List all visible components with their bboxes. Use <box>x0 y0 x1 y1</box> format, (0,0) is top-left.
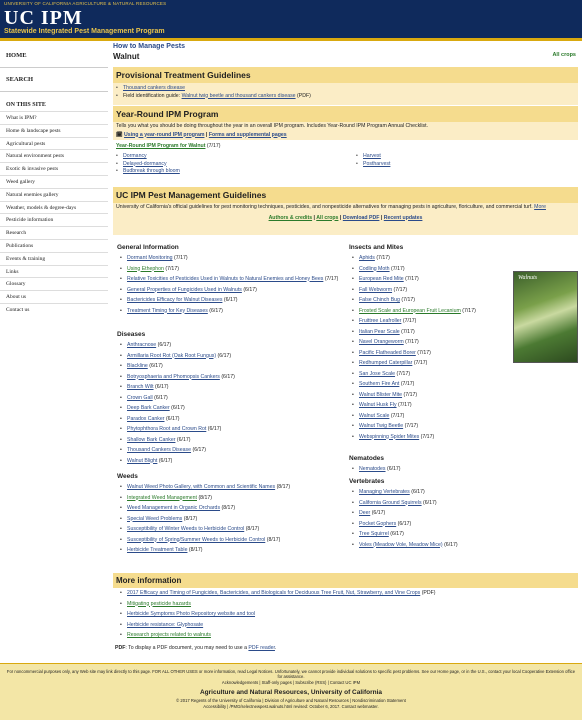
pest-link[interactable]: Treatment Timing for Key Diseases <box>127 307 208 314</box>
recent-updates-link[interactable]: Recent updates <box>383 214 423 221</box>
list-item <box>117 599 577 610</box>
yearround-title: Year-Round IPM Program <box>113 106 578 122</box>
pest-link[interactable]: Italian Pear Scale <box>359 328 400 335</box>
list-item <box>113 161 343 169</box>
revision-date: (6/17) <box>386 466 401 472</box>
list-item <box>117 274 345 285</box>
list-item <box>349 390 509 401</box>
revision-date: (6/17) <box>423 499 437 506</box>
uc-ipm-logo[interactable]: UC IPM <box>4 7 83 29</box>
revision-date: (6/17) <box>158 457 173 464</box>
revision-date: (8/17) <box>276 484 291 490</box>
revision-date: (7/17) <box>390 412 405 419</box>
pest-link[interactable]: Walnut Husk Fly <box>359 402 397 408</box>
list-item <box>117 588 577 599</box>
sidebar-item[interactable]: Links <box>0 265 108 278</box>
pest-link[interactable]: Botryosphaeria and Phomopsis Cankers <box>127 373 220 380</box>
pdf-note-end: . <box>274 645 277 651</box>
list-item <box>349 400 509 411</box>
weeds-section <box>117 473 345 556</box>
list-item <box>117 493 345 504</box>
pest-link[interactable]: Phytophthora Root and Crown Rot <box>127 426 207 432</box>
list-item <box>349 348 509 359</box>
list-item <box>349 274 509 285</box>
revision-date: (7/17) <box>405 339 419 345</box>
pest-link[interactable]: General Properties of Fungicides Used in Walnuts <box>127 286 242 293</box>
pest-link[interactable]: Deer <box>359 510 371 516</box>
revision-date: (8/17) <box>198 494 212 501</box>
pest-link[interactable]: Redhumped Caterpillar <box>359 360 413 366</box>
pest-link[interactable]: Herbicide Treatment Table <box>127 547 188 553</box>
list-item <box>349 285 509 296</box>
pest-link[interactable]: Pacific Flatheaded Borer <box>359 349 416 356</box>
sidebar <box>0 44 108 316</box>
general-info-section <box>117 244 345 316</box>
revision-date: (6/17) <box>397 520 412 527</box>
sidebar-item[interactable]: What is IPM? <box>0 111 108 124</box>
revision-date: (7/17) <box>376 255 390 261</box>
list-item <box>117 414 345 425</box>
list-item <box>117 456 345 467</box>
list-item <box>117 253 345 264</box>
weeds-title: Weeds <box>117 473 138 480</box>
list-item <box>349 316 509 327</box>
field-guide-link[interactable]: Walnut twig beetle and thousand cankers disease <box>181 92 296 99</box>
sidebar-section-title: ON THIS SITE <box>6 102 46 108</box>
list-item <box>113 93 578 101</box>
pest-link[interactable]: Walnut Twig Beetle <box>359 423 404 429</box>
using-yearround-link[interactable]: Using a year-round IPM program <box>124 131 205 138</box>
sidebar-item[interactable]: Pesticide information <box>0 213 108 226</box>
pdf-tag: (PDF) <box>297 92 311 99</box>
list-item <box>117 340 345 351</box>
list-item <box>349 540 577 551</box>
list-item <box>117 435 345 446</box>
pest-link[interactable]: Branch Wilt <box>127 384 154 390</box>
list-item <box>117 545 345 556</box>
more-info-section <box>117 588 577 641</box>
yearround-left-list <box>113 153 343 176</box>
nematodes-title: Nematodes <box>349 455 385 462</box>
list-item <box>349 519 577 530</box>
list-item <box>113 168 343 176</box>
pest-link[interactable]: False Chinch Bug <box>359 297 400 303</box>
list-item <box>349 529 577 540</box>
sidebar-item[interactable]: Home & landscape pests <box>0 124 108 137</box>
pest-link[interactable]: Walnut Blister Mite <box>359 391 403 398</box>
revision-date: (7/17) <box>417 349 431 356</box>
pest-link[interactable]: Voles (Meadow Vole, Meadow Mice) <box>359 541 443 548</box>
list-item <box>113 153 343 161</box>
revision-date: (8/17) <box>183 515 198 522</box>
pest-link[interactable]: Tree Squirrel <box>359 531 389 537</box>
pest-link[interactable]: Southern Fire Ant <box>359 381 400 387</box>
revision-date: (7/17) <box>391 265 405 272</box>
sidebar-item[interactable]: Agricultural pests <box>0 137 108 150</box>
yearround-desc: Tells you what you should be doing throughout the year in an overall IPM program. Includes Year-Round IPM Program Annual Checklist. <box>116 123 428 129</box>
revision-date: (7/17) <box>401 297 415 303</box>
stage-link[interactable]: Delayed-dormancy <box>123 160 167 167</box>
download-pdf-link[interactable]: Download PDF <box>342 214 380 221</box>
revision-date: (7/17) <box>165 265 179 272</box>
list-item <box>117 351 345 362</box>
sidebar-item[interactable]: Glossary <box>0 277 108 290</box>
field-guide-prefix: Field identification guide: <box>123 92 181 99</box>
list-item <box>349 358 509 369</box>
list-item <box>117 524 345 535</box>
sidebar-item[interactable]: Weed gallery <box>0 175 108 188</box>
pest-link[interactable]: Thousand Cankers Disease <box>127 447 192 453</box>
pdf-reader-link[interactable]: PDF reader <box>248 645 275 651</box>
pest-link[interactable]: Dormant Monitoring <box>127 255 173 261</box>
revision-date: (6/17) <box>209 307 223 314</box>
revision-date: (7/17) <box>400 381 415 387</box>
revision-date: (7/17) <box>393 286 408 293</box>
insects-title: Insects and Mites <box>349 244 404 251</box>
list-item <box>349 432 509 443</box>
pdf-note <box>115 645 276 653</box>
insects-section <box>349 244 509 442</box>
more-link[interactable]: More <box>534 204 546 210</box>
pest-link[interactable]: Special Weed Problems <box>127 515 183 522</box>
pest-link[interactable]: Blackline <box>127 363 148 369</box>
list-item <box>117 285 345 296</box>
guidelines-box <box>113 187 578 235</box>
list-item <box>117 424 345 435</box>
cover-label: Walnuts <box>518 275 538 281</box>
list-item <box>117 372 345 383</box>
site-footer <box>0 663 582 720</box>
pest-link[interactable]: 2017 Efficacy and Timing of Fungicides, Bactericides, and Biologicals for Deciduous Tree Fruit, Nut, Strawberry, and Vine Crops <box>127 590 421 596</box>
revision-date: (7/17) <box>402 318 417 324</box>
separator: | <box>380 214 383 221</box>
pest-link[interactable]: Bactericides Efficacy for Walnut Diseases <box>127 297 223 303</box>
list-item <box>117 535 345 546</box>
pest-link[interactable]: Pocket Gophers <box>359 520 397 527</box>
pest-link[interactable]: Walnut Blight <box>127 457 158 464</box>
sidebar-item[interactable]: Natural environment pests <box>0 149 108 162</box>
sidebar-item[interactable]: Contact us <box>0 303 108 316</box>
pest-link[interactable]: Navel Orangeworm <box>359 339 404 345</box>
nav-search[interactable]: SEARCH <box>0 68 108 92</box>
revision-date: (7/17) <box>401 328 415 335</box>
revision-date: (6/17) <box>243 286 257 293</box>
site-tagline: Statewide Integrated Pest Management Program <box>4 28 165 35</box>
thousand-cankers-link[interactable]: Thousand cankers disease <box>123 85 185 91</box>
sidebar-item[interactable]: About us <box>0 290 108 303</box>
revision-date: (7/17) <box>174 255 188 261</box>
list-item <box>349 487 577 498</box>
yearround-box <box>113 106 578 186</box>
list-item <box>349 264 509 275</box>
revision-date: (8/17) <box>221 505 236 511</box>
list-item <box>349 327 509 338</box>
program-walnut-link[interactable]: Year-Round IPM Program for Walnut <box>116 143 206 149</box>
footer-org: Agriculture and Natural Resources, University of California <box>199 689 383 696</box>
revision-date: (7/17) <box>413 360 428 366</box>
breadcrumb[interactable]: How to Manage Pests <box>113 43 185 50</box>
provisional-box <box>113 67 578 105</box>
pest-link[interactable]: Webspinning Spider Mites <box>359 433 420 440</box>
stage-link[interactable]: Dormancy <box>123 153 147 159</box>
footer-links[interactable]: Acknowledgements | Staff-only pages | Subscribe (RSS) | Contact UC IPM <box>221 680 361 685</box>
list-item <box>117 514 345 525</box>
separator: | <box>313 214 315 221</box>
pest-link[interactable]: Paradox Canker <box>127 415 165 422</box>
pest-link[interactable]: Armillaria Root Rot (Oak Root Fungus) <box>127 352 217 359</box>
list-item <box>349 253 509 264</box>
nematodes-section <box>349 455 569 475</box>
pest-link[interactable]: Frosted Scale and European Fruit Lecanium <box>359 307 461 314</box>
sidebar-item[interactable]: Publications <box>0 239 108 252</box>
sidebar-item[interactable]: Research <box>0 226 108 239</box>
pest-link[interactable]: Anthracnose <box>127 342 157 348</box>
pest-link[interactable]: Fall Webworm <box>359 286 393 293</box>
pest-link[interactable]: Herbicide Symptoms Photo Repository website and tool <box>127 611 256 617</box>
program-date: (7/17) <box>206 143 221 149</box>
list-item <box>117 609 577 620</box>
list-item <box>349 379 509 390</box>
sidebar-item[interactable]: Events & training <box>0 252 108 265</box>
pest-link[interactable]: Herbicide resistance: Glyphosate <box>127 621 204 628</box>
pest-link[interactable]: Weed Management in Organic Orchards <box>127 505 221 511</box>
vertebrates-title: Vertebrates <box>349 478 385 485</box>
vertebrates-section <box>349 478 577 550</box>
list-item <box>117 482 345 493</box>
page-title: Walnut <box>113 52 140 61</box>
list-item <box>349 508 577 519</box>
site-header <box>0 0 582 38</box>
revision-date: (6/17) <box>149 363 163 369</box>
footer-copyright: © 2017 Regents of the University of California | Division of Agriculture and Natural Resources | Nondiscrimination Statement <box>176 698 406 703</box>
revision-date: (6/17) <box>221 373 235 380</box>
pest-link[interactable]: Integrated Weed Management <box>127 494 197 501</box>
general-info-title: General Information <box>117 244 179 251</box>
list-item <box>349 421 509 432</box>
all-crops-link[interactable]: All crops <box>552 52 576 58</box>
authors-link[interactable]: Authors & credits <box>268 214 313 221</box>
diseases-section <box>117 331 345 466</box>
yearround-right-list <box>353 153 573 168</box>
revision-date: (6/17) <box>223 297 238 303</box>
pest-link[interactable]: Managing Vertebrates <box>359 489 410 495</box>
revision-date: (7/17) <box>396 370 411 377</box>
pest-link[interactable]: Relative Toxicities of Pesticides Used in Walnuts to Natural Enemies and Honey Bees <box>127 275 324 282</box>
pest-link[interactable]: San Jose Scale <box>359 370 396 377</box>
revision-date: (7/17) <box>462 307 476 314</box>
guidelines-all-crops-link[interactable]: All crops <box>316 214 339 221</box>
pest-link[interactable]: Susceptibility of Spring/Summer Weeds to Herbicide Control <box>127 536 266 543</box>
list-item <box>117 295 345 306</box>
list-item <box>353 153 573 161</box>
pest-link[interactable]: Shallow Bark Canker <box>127 436 176 443</box>
pest-link[interactable]: Mitigating pesticide hazards <box>127 600 192 607</box>
revision-date: (7/17) <box>404 423 419 429</box>
revision-date: (6/17) <box>371 510 386 516</box>
revision-date: (6/17) <box>192 447 207 453</box>
revision-date: (6/17) <box>154 394 168 401</box>
pest-link[interactable]: California Ground Squirrels <box>359 499 422 506</box>
revision-date: (6/17) <box>154 384 169 390</box>
revision-date: (6/17) <box>176 436 191 443</box>
more-info-title: More information <box>113 573 578 588</box>
revision-date: (8/17) <box>188 547 203 553</box>
footer-revised: Accessibility | /PMG/selectnewpest.walnuts.html revised: October 6, 2017. Contact webmaster. <box>203 704 379 709</box>
pest-link[interactable]: Walnut Scale <box>359 412 390 419</box>
pest-link[interactable]: Codling Moth <box>359 265 390 272</box>
guidelines-title: UC IPM Pest Management Guidelines <box>113 187 578 203</box>
stage-link[interactable]: Harvest <box>363 153 381 159</box>
list-item <box>117 264 345 275</box>
pest-link[interactable]: Deep Bark Canker <box>127 405 170 411</box>
list-item <box>117 403 345 414</box>
calendar-icon: 🗓 <box>116 131 123 138</box>
revision-date: (7/17) <box>405 276 419 282</box>
separator: | <box>205 131 208 138</box>
list-item <box>117 503 345 514</box>
pest-link[interactable]: Fruittree Leafroller <box>359 318 402 324</box>
revision-date: (6/17) <box>171 405 185 411</box>
sidebar-item[interactable]: Exotic & invasive pests <box>0 162 108 175</box>
list-item <box>349 295 509 306</box>
guidelines-desc: University of California's official guidelines for pest monitoring techniques, pesticides, and nonpesticide alternatives for managing pests in agriculture, floriculture, and commercial turf. <box>116 204 533 210</box>
revision-date: (PDF) <box>421 590 436 596</box>
sidebar-list <box>0 111 108 316</box>
revision-date: (7/17) <box>398 402 412 408</box>
list-item <box>117 306 345 317</box>
separator: | <box>339 214 342 221</box>
pest-link[interactable]: Using Ethephon <box>127 265 164 272</box>
provisional-title: Provisional Treatment Guidelines <box>113 67 578 83</box>
pest-link[interactable]: Nematodes <box>359 466 386 472</box>
footer-notice: For noncommercial purposes only, any Web site may link directly to this page. FOR ALL OTHER USES or more information, read Legal Notices. Unfortunately, we cannot provide individual solutions to specific pest problems. See our Home page, or in the U.S., contact your local Cooperative Extension office for assistance. <box>6 669 576 679</box>
list-item <box>353 161 573 169</box>
list-item <box>117 361 345 372</box>
list-item <box>117 620 577 631</box>
revision-date: (6/17) <box>390 531 404 537</box>
list-item <box>113 85 578 93</box>
revision-date: (7/17) <box>420 433 435 440</box>
list-item <box>349 369 509 380</box>
revision-date: (6/17) <box>411 489 425 495</box>
pdf-note-text: : To display a PDF document, you may need to use a <box>125 645 247 651</box>
pdf-label: PDF <box>115 645 126 651</box>
stage-link[interactable]: Budbreak through bloom <box>123 168 180 174</box>
main-content <box>113 41 578 651</box>
revision-date: (6/17) <box>217 352 232 359</box>
stage-link[interactable]: Postharvest <box>363 160 391 167</box>
sidebar-item[interactable]: Natural enemies gallery <box>0 188 108 201</box>
pest-link[interactable]: Research projects related to walnuts <box>127 632 211 638</box>
sidebar-item[interactable]: Weather, models & degree-days <box>0 201 108 214</box>
list-item <box>117 630 577 641</box>
list-item <box>349 498 577 509</box>
revision-date: (8/17) <box>245 526 260 532</box>
pest-link[interactable]: European Red Mite <box>359 276 404 282</box>
list-item <box>349 337 509 348</box>
list-item <box>117 445 345 456</box>
walnuts-cover-image[interactable] <box>513 271 578 363</box>
revision-date: (7/17) <box>324 275 339 282</box>
university-banner: UNIVERSITY OF CALIFORNIA AGRICULTURE & NATURAL RESOURCES <box>4 1 167 6</box>
list-item <box>349 464 569 475</box>
list-item <box>117 393 345 404</box>
diseases-title: Diseases <box>117 331 146 338</box>
forms-link[interactable]: Forms and supplemental pages <box>208 131 287 138</box>
revision-date: (6/17) <box>444 541 458 548</box>
revision-date: (6/17) <box>207 426 222 432</box>
revision-date: (8/17) <box>266 536 281 543</box>
list-item <box>349 411 509 422</box>
pest-link[interactable]: Walnut Weed Photo Gallery, with Common and Scientific Names <box>127 484 276 490</box>
pest-link[interactable]: Aphids <box>359 255 375 261</box>
pest-link[interactable]: Crown Gall <box>127 394 153 401</box>
nav-home[interactable]: HOME <box>0 44 108 68</box>
revision-date: (6/17) <box>157 342 172 348</box>
list-item <box>349 306 509 317</box>
revision-date: (6/17) <box>165 415 180 422</box>
revision-date: (7/17) <box>403 391 418 398</box>
pest-link[interactable]: Susceptibility of Winter Weeds to Herbicide Control <box>127 526 245 532</box>
list-item <box>117 382 345 393</box>
